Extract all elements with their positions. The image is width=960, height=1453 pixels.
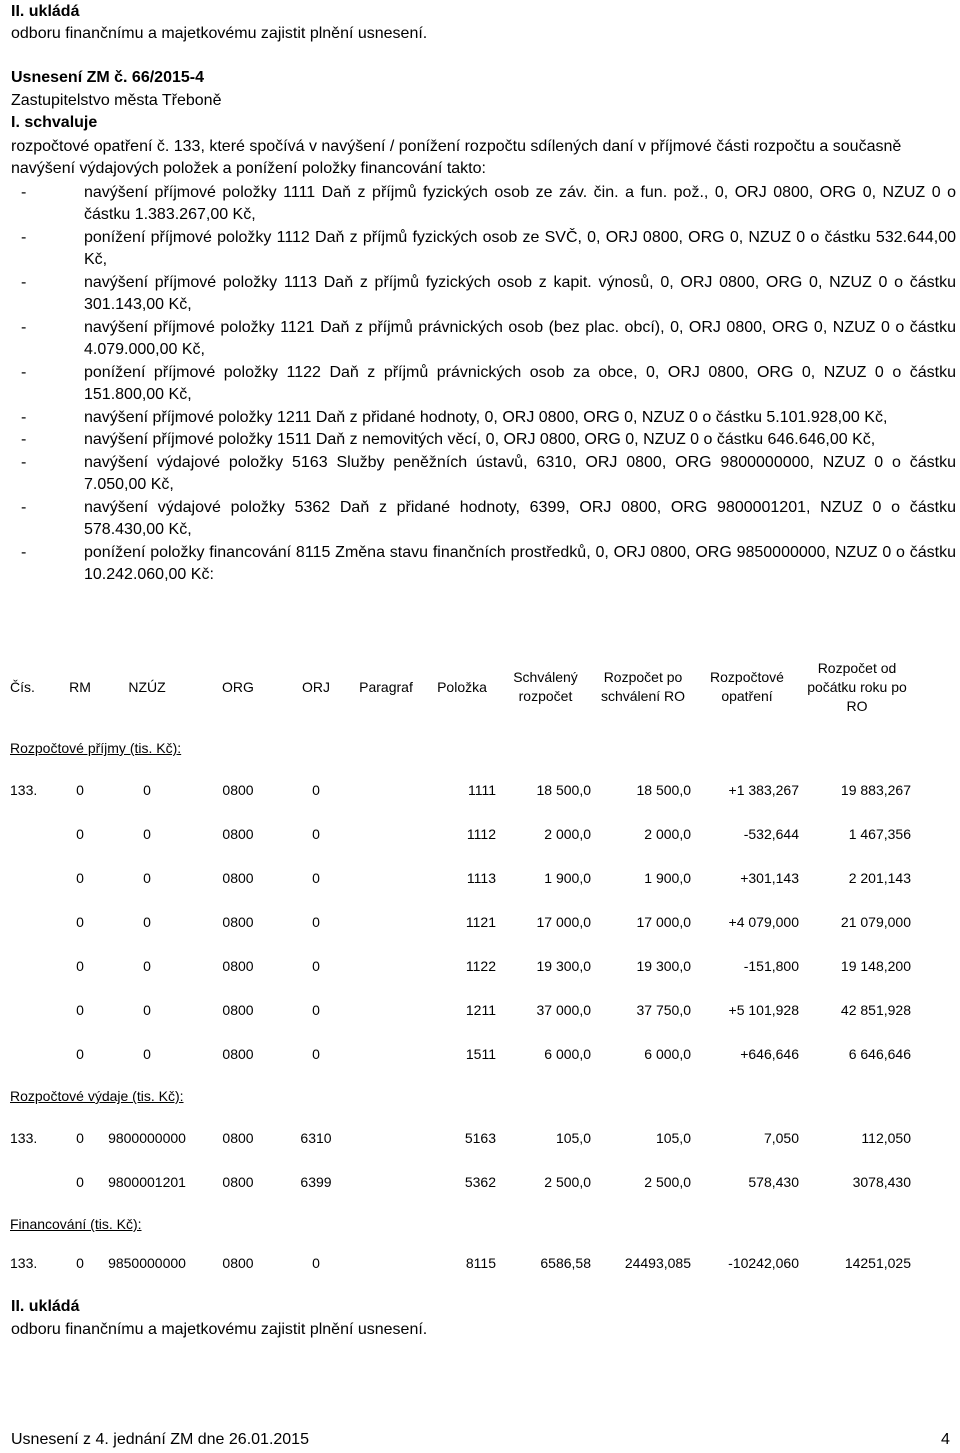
budget-table <box>8 646 913 1281</box>
table-cell: 6 000,0 <box>644 1046 691 1062</box>
table-cell: -151,800 <box>743 958 799 974</box>
dash-bullet: - <box>21 408 27 426</box>
table-cell: 6586,58 <box>540 1254 591 1271</box>
bottom-line: odboru finančnímu a majetkovému zajistit plnění usnesení. <box>11 1321 428 1338</box>
column-header: Schválený rozpočet <box>513 669 578 704</box>
table-row <box>8 856 913 900</box>
table-row <box>8 812 913 856</box>
resolution-body: Zastupitelstvo města Třeboně <box>11 92 222 109</box>
measure-text: navýšení výdajové položky 5163 Služby peněžních ústavů, 6310, ORJ 0800, ORG 9800000000, NZUZ 0 o částku 7.050,00 Kč, <box>84 453 956 494</box>
table-cell: 0800 <box>222 826 254 842</box>
table-cell: 1 900,0 <box>644 870 691 886</box>
table-cell <box>346 1116 426 1160</box>
table-cell: 0 <box>312 958 320 974</box>
table-cell <box>8 988 56 1032</box>
measure-text: navýšení výdajové položky 5362 Daň z přidané hodnoty, 6399, ORJ 0800, ORG 9800001201, NZUZ 0 o částku 578.430,00 Kč, <box>84 498 956 539</box>
dash-bullet: - <box>21 453 27 471</box>
table-cell: 0800 <box>222 1046 254 1062</box>
table-cell <box>8 1160 56 1204</box>
table-cell: 105,0 <box>555 1130 591 1146</box>
table-cell: 0 <box>312 1254 320 1271</box>
page-number: 4 <box>941 1431 950 1448</box>
resolution-title: Usnesení ZM č. 66/2015-4 <box>11 69 204 86</box>
table-cell: 8115 <box>465 1254 496 1271</box>
table-cell: 24493,085 <box>624 1254 691 1271</box>
section-label: Rozpočtové příjmy (tis. Kč): <box>10 740 182 756</box>
measure-text: ponížení položky financování 8115 Změna stavu finančních prostředků, 0, ORJ 0800, ORG 9850000000, NZUZ 0 o částku 10.242.060,00 Kč: <box>84 543 956 583</box>
table-cell <box>346 856 426 900</box>
measure-text: navýšení příjmové položky 1111 Daň z příjmů fyzických osob ze záv. čin. a fun. pož., 0, ORJ 0800, ORG 0, NZUZ 0 o částku 1.383.267,00 Kč, <box>84 184 956 224</box>
table-cell: 0 <box>143 1046 151 1062</box>
table-cell: 5362 <box>464 1174 496 1190</box>
table-cell <box>8 900 56 944</box>
table-cell <box>346 812 426 856</box>
measure-item <box>11 407 956 429</box>
table-cell: -532,644 <box>743 826 799 842</box>
measure-text: ponížení příjmové položky 1112 Daň z příjmů fyzických osob ze SVČ, 0, ORJ 0800, ORG 0, NZUZ 0 o částku 532.644,00 Kč, <box>84 228 956 269</box>
table-cell: 0 <box>76 1002 84 1018</box>
table-cell: 0 <box>76 782 84 798</box>
table-cell: 0 <box>143 870 151 886</box>
table-cell: 3078,430 <box>852 1174 911 1190</box>
table-cell: 1122 <box>465 958 496 974</box>
table-cell: 5163 <box>464 1130 496 1146</box>
resolution-approve: I. schvaluje <box>11 114 98 131</box>
table-row <box>8 1244 913 1281</box>
table-cell: 1 900,0 <box>544 870 591 886</box>
table-cell: 0 <box>76 1046 84 1062</box>
table-cell: 14251,025 <box>844 1254 911 1271</box>
column-header: Rozpočtové opatření <box>710 669 784 704</box>
section-row <box>8 728 913 768</box>
table-cell: 0 <box>76 1174 84 1190</box>
table-cell: +1 383,267 <box>728 782 799 798</box>
dash-bullet: - <box>21 498 27 516</box>
section-label: Rozpočtové výdaje (tis. Kč): <box>10 1088 184 1104</box>
measure-item <box>11 182 956 226</box>
measure-item <box>11 542 956 586</box>
table-cell <box>346 988 426 1032</box>
table-cell: 0 <box>76 870 84 886</box>
table-cell: 112,050 <box>861 1130 911 1146</box>
table-cell: 0 <box>143 1002 151 1018</box>
table-cell: 0 <box>312 826 320 842</box>
table-cell: 2 500,0 <box>644 1174 691 1190</box>
table-cell: 19 148,200 <box>840 958 911 974</box>
column-header: ORG <box>222 678 254 695</box>
table-cell: 0800 <box>222 870 254 886</box>
table-cell: 0 <box>312 1002 320 1018</box>
measure-item <box>11 362 956 406</box>
dash-bullet: - <box>21 273 27 291</box>
table-cell: +5 101,928 <box>728 1002 799 1018</box>
table-cell: 0 <box>312 782 320 798</box>
table-cell: 578,430 <box>748 1174 799 1190</box>
table-cell: 6 646,646 <box>848 1046 911 1062</box>
measure-text: navýšení příjmové položky 1511 Daň z nemovitých věcí, 0, ORJ 0800, ORG 0, NZUZ 0 o částku 646.646,00 Kč, <box>84 431 876 449</box>
table-cell: 105,0 <box>655 1130 691 1146</box>
column-header: ORJ <box>302 678 330 695</box>
table-cell: 37 000,0 <box>536 1002 591 1018</box>
table-cell: 0 <box>143 914 151 930</box>
section-row <box>8 1076 913 1116</box>
measure-item <box>11 272 956 316</box>
column-header: Paragraf <box>359 678 413 695</box>
dash-bullet: - <box>21 363 27 381</box>
table-cell: 17 000,0 <box>636 914 691 930</box>
table-cell: 7,050 <box>763 1130 799 1146</box>
column-header: Čís. <box>10 678 35 695</box>
table-cell: 0800 <box>222 782 254 798</box>
column-header: RM <box>69 678 91 695</box>
table-cell: 6310 <box>300 1130 332 1146</box>
section-row <box>8 1204 913 1244</box>
table-cell: 0800 <box>222 914 254 930</box>
measure-item <box>11 429 956 451</box>
table-cell: 133. <box>10 1130 38 1146</box>
table-cell: 21 079,000 <box>840 914 911 930</box>
table-cell: 9850000000 <box>108 1254 186 1271</box>
table-cell: 2 000,0 <box>644 826 691 842</box>
table-cell <box>346 1032 426 1076</box>
table-row <box>8 944 913 988</box>
table-cell: 0 <box>76 1130 84 1146</box>
dash-bullet: - <box>21 543 27 561</box>
table-cell: 0 <box>312 1046 320 1062</box>
table-cell: 19 300,0 <box>536 958 591 974</box>
table-cell: 19 883,267 <box>840 782 911 798</box>
table-cell: 1113 <box>466 870 496 886</box>
measure-text: navýšení příjmové položky 1121 Daň z příjmů právnických osob (bez plac. obcí), 0, ORJ 0800, ORG 0, NZUZ 0 o částku 4.079.000,00 Kč, <box>84 318 956 358</box>
table-cell <box>8 856 56 900</box>
table-cell: 6 000,0 <box>544 1046 591 1062</box>
table-cell: 1112 <box>466 826 496 842</box>
table-cell <box>346 1244 426 1281</box>
table-cell: 19 300,0 <box>636 958 691 974</box>
table-cell: 18 500,0 <box>536 782 591 798</box>
table-cell: +646,646 <box>740 1046 799 1062</box>
footer-text: Usnesení z 4. jednání ZM dne 26.01.2015 <box>11 1431 309 1448</box>
table-cell <box>346 1160 426 1204</box>
table-cell: 133. <box>10 782 38 798</box>
table-cell: 9800001201 <box>108 1174 186 1190</box>
table-cell: 0 <box>76 914 84 930</box>
table-cell: 0800 <box>222 1254 254 1271</box>
table-cell: -10242,060 <box>728 1254 799 1271</box>
measure-text: navýšení příjmové položky 1211 Daň z přidané hodnoty, 0, ORJ 0800, ORG 0, NZUZ 0 o částku 5.101.928,00 Kč, <box>84 408 888 426</box>
table-cell: 0 <box>143 826 151 842</box>
dash-bullet: - <box>21 228 27 246</box>
table-cell: 0 <box>312 914 320 930</box>
table-cell: 0 <box>143 782 151 798</box>
table-cell: 0800 <box>222 958 254 974</box>
table-cell: 1 467,356 <box>848 826 911 842</box>
dash-bullet: - <box>21 184 27 201</box>
column-header: Položka <box>437 678 487 695</box>
column-header: NZÚZ <box>128 678 166 695</box>
table-cell: 42 851,928 <box>840 1002 911 1018</box>
table-cell: 0 <box>312 870 320 886</box>
table-cell: 133. <box>10 1254 38 1271</box>
measure-list <box>11 182 956 587</box>
table-cell: +301,143 <box>740 870 799 886</box>
table-cell: 17 000,0 <box>536 914 591 930</box>
measure-item <box>11 452 956 496</box>
table-cell: 9800000000 <box>108 1130 186 1146</box>
table-row <box>8 900 913 944</box>
column-header: Rozpočet od počátku roku po RO <box>807 659 907 714</box>
top-line: odboru finančnímu a majetkovému zajistit plnění usnesení. <box>11 25 428 42</box>
table-cell: 18 500,0 <box>636 782 691 798</box>
column-header: Rozpočet po schválení RO <box>600 669 686 704</box>
resolution-intro: rozpočtové opatření č. 133, které spočívá v navýšení / ponížení rozpočtu sdílených daní v příjmové části rozpočtu a současně navýšení výdajových položek a ponížení položky financování takto: <box>11 138 902 178</box>
table-cell: 1111 <box>467 782 496 798</box>
measure-item <box>11 317 956 361</box>
table-cell: +4 079,000 <box>728 914 799 930</box>
table-cell: 2 000,0 <box>544 826 591 842</box>
table-row <box>8 1160 913 1204</box>
section-label: Financování (tis. Kč): <box>10 1216 142 1232</box>
table-cell <box>346 768 426 812</box>
table-cell: 0 <box>143 958 151 974</box>
table-cell: 0 <box>76 826 84 842</box>
top-heading: II. ukládá <box>11 3 80 20</box>
bottom-heading: II. ukládá <box>11 1298 80 1315</box>
table-cell: 0800 <box>222 1174 254 1190</box>
table-row <box>8 1116 913 1160</box>
table-cell: 1121 <box>465 914 496 930</box>
table-cell: 37 750,0 <box>636 1002 691 1018</box>
dash-bullet: - <box>21 431 27 449</box>
measure-item <box>11 227 956 271</box>
measure-item <box>11 497 956 541</box>
table-cell: 0800 <box>222 1130 254 1146</box>
table-cell: 0800 <box>222 1002 254 1018</box>
table-row <box>8 988 913 1032</box>
table-cell: 1211 <box>465 1002 496 1018</box>
measure-text: ponížení příjmové položky 1122 Daň z příjmů právnických osob za obce, 0, ORJ 0800, ORG 0, NZUZ 0 o částku 151.800,00 Kč, <box>84 363 956 403</box>
dash-bullet: - <box>21 318 27 336</box>
table-cell: 6399 <box>300 1174 332 1190</box>
table-cell: 0 <box>76 958 84 974</box>
table-header-row <box>8 646 913 728</box>
table-cell <box>8 1032 56 1076</box>
table-cell <box>346 944 426 988</box>
table-row <box>8 768 913 812</box>
table-cell <box>8 944 56 988</box>
table-cell <box>346 900 426 944</box>
table-cell: 2 201,143 <box>848 870 911 886</box>
measure-text: navýšení příjmové položky 1113 Daň z příjmů fyzických osob z kapit. výnosů, 0, ORJ 0800, ORG 0, NZUZ 0 o částku 301.143,00 Kč, <box>84 273 956 314</box>
table-row <box>8 1032 913 1076</box>
table-cell: 0 <box>76 1254 84 1271</box>
table-cell <box>8 812 56 856</box>
table-cell: 2 500,0 <box>544 1174 591 1190</box>
table-cell: 1511 <box>465 1046 496 1062</box>
